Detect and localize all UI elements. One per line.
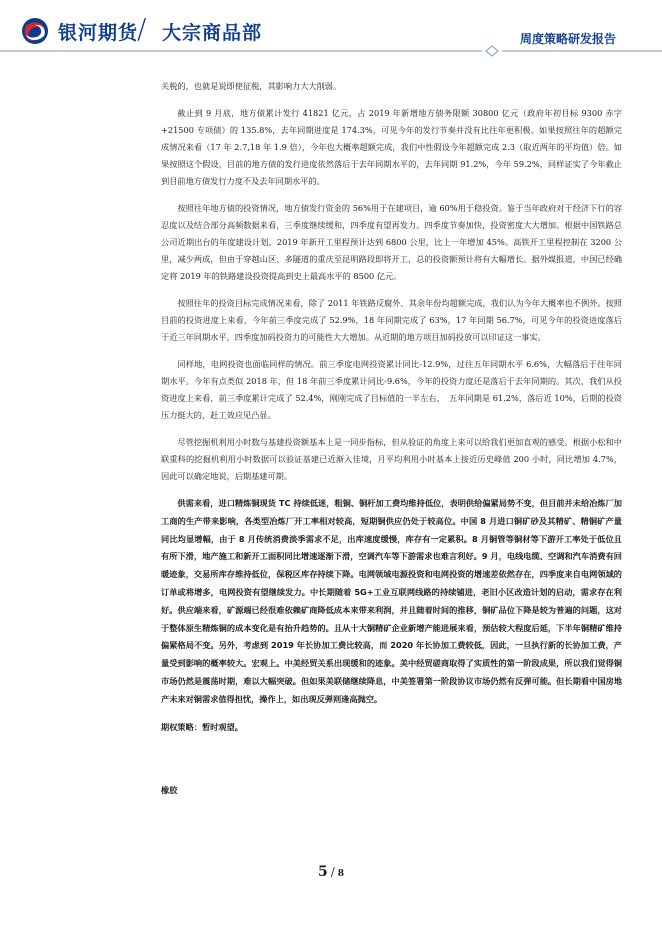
- paragraph: 按照往年的投资目标完成情况来看，除了 2011 年铁路反腐外、其余年份均超额完成，我们认为今年大概率也不例外。按照目前的投资进度上来看，今年前三季度完成了 52.9%，18 年同期完成了 63%，17 年同期 56.7%，可见今年的投资进度落后于近三年同期水平，四季度加码投资力的可能性大大增加。从近期的地方项目加码投放可以印证这一事实。: [161, 298, 622, 342]
- galaxy-logo-icon: [18, 16, 52, 46]
- paragraph: 同样地，电网投资也面临同样的情况。前三季度电网投资累计同比-12.9%，过往五年同期水平 6.6%，大幅落后于往年同期水平。今年有点类似 2018 年，但 18 年前三季度累计同比-9.6%，今年的投资力度还是落后于去年同期的。其次，我们从投资进度上来看，前三季度累计完成了 52.4%，刚刚完成了目标值的一半左右， 五年同期是 61.2%，落后近 10%，后期的投资压力挺大的，赶工效应见凸显。: [161, 359, 622, 420]
- department-name: 大宗商品部: [162, 22, 263, 44]
- page-total: 8: [337, 869, 345, 879]
- section-heading-rubber: 橡胶: [161, 784, 178, 795]
- paragraph: 尽管挖掘机利用小时数与基建投资额基本上是一同步指标，但从验证的角度上来可以给我们更加直观的感受。根据小松和中联重科的挖掘机利用小时数据可以验证基建已近渐入佳境，月平均利用小时基本上接近历史峰值 200 小时，同比增加 4.7%，因此可以确定地说，后期基建可期。: [161, 437, 622, 481]
- page-header: [0, 0, 662, 56]
- page-current: 5: [317, 864, 328, 880]
- page-separator: /: [330, 865, 335, 879]
- paragraph: 按照往年地方债的投资情况，地方债发行资金的 56%用于在建项目，逾 60%用于稳投资。鉴于当年政府对于经济下行的容忍度以及结合部分高频数据来看，三季度继续缓和，四季度有望再发力。四季度节奏加快，投资密度大大增加。根据中国铁路总公司近期出台的年度建设计划，2019 年新开工里程预计达到 6800 公里，比上一年增加 45%。高铁开工里程控制在 3200 公里，减少两成，但由于穿越山区、多隧道的重庆至昆明路段即将开工，总的投资额预计将有大幅增长。据外媒报道，中国已经确定将 2019 年的铁路建设投资提高到史上最高水平的 8500 亿元。: [161, 203, 622, 281]
- option-strategy: 期权策略：暂时观望。: [161, 721, 243, 732]
- paragraph: 截止到 9 月底，地方债累计发行 41821 亿元，占 2019 年新增地方债务限额 30800 亿元（政府年初目标 9300 赤字+21500 专项债）的 135.8%，去年同期进度是 174.3%，可见今年的发行节奏并没有比往年更积极。如果按照往年的超额完成情况来看（17 年 2.7,18 年 1.9 倍），今年也大概率超额完成，我们中性假设今年超额完成 2.3（取近两年的平均值）倍。如果按照这个假设，目前的地方债的发行进度依然落后于去年同期水平的，去年同期 91.2%，今年 59.2%，同样证实了今年截止到目前地方债发行力度不及去年同期水平的。: [161, 108, 622, 186]
- report-type: 周度策略研发报告: [519, 32, 616, 46]
- report-body: [161, 78, 622, 809]
- copper-outlook-paragraph: 供需来看，进口精炼铜现货 TC 持续低迷，粗铜、铜杆加工费均维持低位，表明供给偏紧局势不变，但目前并未给冶炼厂加工商的生产带来影响，各类型冶炼厂开工率相对较高，短期铜供应仍处于较高位。中国 8 月进口铜矿砂及其精矿、精铜矿产量同比均显增幅，由于 8 月传统消费淡季需求不足，出库速度缓慢，库存有一定累积。8 月铜管等铜材等下游开工率处于低位且有所下滑，地产施工和新开工面积同比增速逐渐下滑，空调汽车等下游需求也难言利好。9 月，电线电缆、空调和汽车消费有回暖迹象，交易所库存维持低位，保税区库存持续下降。电网领域电源投资和电网投资的增速差依然存在，四季度来自电网领域的订单或将增多，电网投资有望继续发力。中长期随着 5G+工业互联网线路的持续铺进，老旧小区改造计划的启动，需求存在利好。供应端来看，矿源端已经很难依赖矿商降低成本来带来利润，并且随着时间的推移，铜矿品位下降是较为普遍的问题，这对于整体原生精炼铜的成本变化是有抬升趋势的。且从十大铜精矿企业新增产能进展来看，预估较大程度后延，下半年铜精矿维持偏紧格局不变。另外，考虑到 2019 年长协加工费比较高，而 2020 年长协加工费较低，因此，一旦执行新的长协加工费，产量受到影响的概率较大。宏观上。中美经贸关系出现缓和的迹象。美中经贸磋商取得了实质性的第一阶段成果，所以我们觉得铜市场仍然是震荡时期，难以大幅突破。但如果美联储继续降息，中美签署第一阶段协议市场仍然有反弹可能。但长期看中国房地产未来对铜需求值得担忧，操作上，如出现反弹则逢高抛空。: [161, 498, 622, 704]
- brand-name: 银河期货: [58, 22, 139, 44]
- header-divider: /: [137, 12, 147, 45]
- paragraph: 关税的，也就是说即使征税，其影响力大大削弱。: [161, 81, 342, 91]
- page-number: [0, 861, 662, 880]
